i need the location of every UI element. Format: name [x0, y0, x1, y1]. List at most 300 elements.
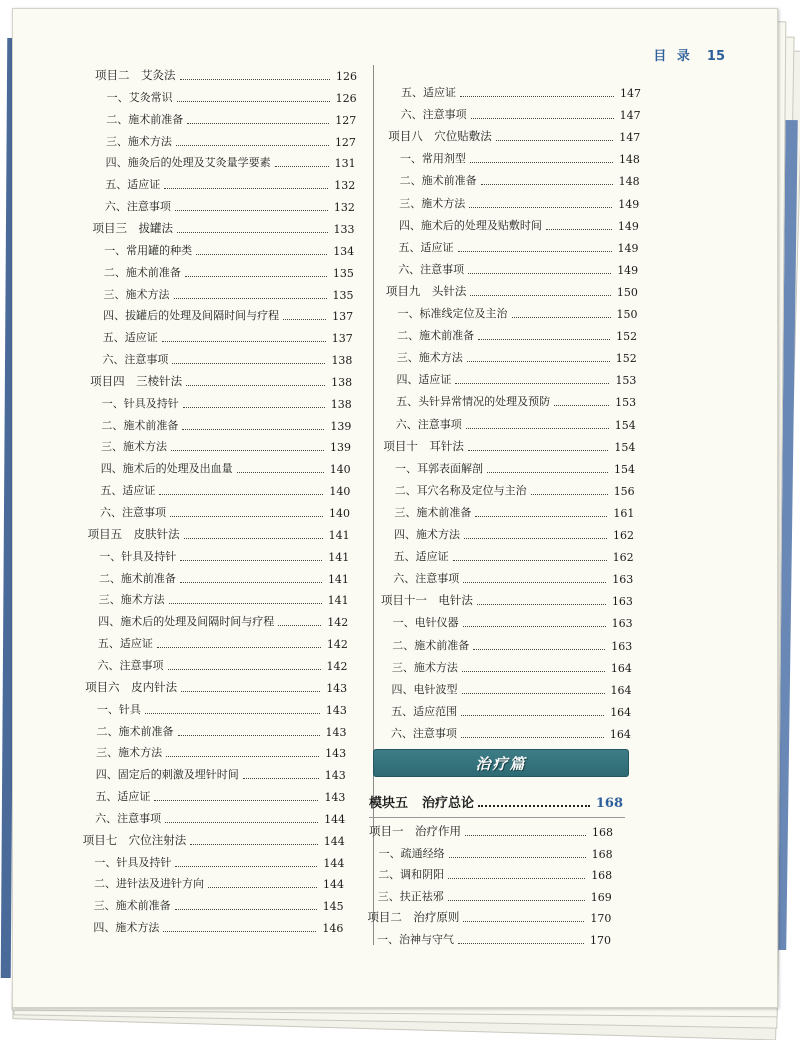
dot-leader — [462, 693, 605, 694]
dot-leader — [180, 582, 322, 583]
toc-entry-page: 161 — [613, 506, 635, 520]
toc-entry-title: 项目一 治疗作用 — [369, 824, 461, 838]
toc-entry-page: 135 — [332, 266, 354, 280]
toc-entry-title: 六、注意事项 — [400, 108, 467, 122]
column-divider — [373, 65, 374, 945]
toc-entry[interactable] — [106, 131, 356, 149]
toc-entry-title: 一、针具及持针 — [101, 396, 179, 410]
module-label: 模块五 — [369, 796, 409, 811]
toc-entry-page: 144 — [323, 878, 345, 892]
toc-entry-title: 五、适应证 — [393, 550, 449, 564]
toc-entry-title: 六、注意事项 — [95, 811, 162, 825]
dot-leader — [275, 166, 329, 167]
toc-project-entry[interactable] — [388, 126, 640, 144]
dot-leader — [466, 428, 609, 429]
toc-entry-title: 一、针具 — [96, 702, 141, 716]
toc-entry-title: 六、注意事项 — [104, 200, 171, 214]
toc-entry-title: 四、施术方法 — [93, 921, 160, 935]
module-title: 治疗总论 — [422, 796, 475, 811]
dot-leader — [182, 429, 324, 430]
dot-leader — [448, 878, 585, 879]
toc-entry-page: 132 — [333, 201, 355, 215]
toc-entry-title: 五、适应证 — [100, 484, 156, 498]
toc-entry-page: 152 — [616, 330, 638, 344]
toc-entry-page: 141 — [327, 572, 349, 586]
toc-entry-title: 五、适应证 — [105, 178, 161, 192]
toc-entry[interactable] — [102, 393, 352, 411]
toc-entry-page: 149 — [618, 197, 640, 211]
dot-leader — [473, 649, 605, 650]
dot-leader — [455, 383, 609, 384]
toc-entry[interactable] — [95, 808, 345, 826]
toc-entry[interactable] — [99, 546, 349, 564]
dot-leader — [468, 450, 609, 451]
toc-entry[interactable] — [396, 414, 636, 432]
toc-entry-title: 六、注意事项 — [395, 417, 462, 431]
dot-leader — [177, 232, 328, 233]
toc-entry-page: 134 — [333, 244, 355, 258]
toc-entry-page: 150 — [616, 308, 638, 321]
toc-entry-title: 一、治神与守气 — [377, 933, 454, 946]
toc-entry-page: 135 — [332, 288, 354, 302]
toc-entry[interactable] — [377, 929, 611, 947]
dot-leader — [164, 188, 328, 189]
dot-leader — [467, 361, 610, 362]
toc-entry[interactable] — [94, 873, 344, 891]
toc-entry-title: 二、施术前准备 — [103, 265, 181, 279]
dot-leader — [159, 494, 323, 495]
toc-entry-title: 三、施术方法 — [399, 196, 466, 210]
toc-entry-page: 143 — [325, 725, 347, 739]
toc-entry-title: 五、适应证 — [102, 331, 158, 345]
toc-entry[interactable] — [398, 259, 638, 277]
toc-entry-title: 四、施灸后的处理及艾灸量学要素 — [105, 156, 271, 170]
toc-entry[interactable] — [99, 589, 349, 607]
dot-leader — [171, 450, 324, 451]
toc-entry[interactable] — [401, 82, 641, 100]
toc-entry[interactable] — [394, 502, 634, 520]
toc-entry[interactable] — [395, 480, 635, 498]
toc-project-entry[interactable] — [93, 218, 355, 236]
dot-leader — [243, 778, 319, 779]
dot-leader — [176, 145, 329, 146]
toc-entry[interactable] — [393, 568, 633, 586]
toc-entry-page: 164 — [610, 683, 632, 697]
toc-entry-title: 六、注意事项 — [97, 658, 164, 672]
toc-project-entry[interactable] — [85, 677, 347, 695]
dot-leader — [481, 184, 613, 185]
module-page: 168 — [595, 796, 623, 811]
toc-entry-page: 148 — [618, 153, 640, 167]
dot-leader — [180, 560, 322, 561]
toc-entry-title: 项目十一 电针法 — [380, 593, 473, 608]
toc-entry-page: 149 — [617, 241, 639, 255]
toc-entry[interactable] — [96, 764, 346, 782]
dot-leader — [470, 295, 611, 296]
toc-entry-title: 三、施术方法 — [103, 287, 170, 301]
toc-entry-title: 五、适应证 — [401, 86, 456, 99]
dot-leader — [278, 625, 321, 626]
dot-leader — [208, 887, 317, 888]
toc-project-entry[interactable] — [367, 907, 611, 925]
toc-entry-page: 148 — [618, 175, 640, 189]
toc-entry-page: 163 — [611, 617, 633, 631]
toc-entry-page: 138 — [331, 354, 353, 368]
toc-entry-title: 四、施术后的处理及间隔时间与疗程 — [98, 615, 275, 629]
toc-entry-page: 153 — [615, 374, 637, 388]
dot-leader — [496, 140, 614, 141]
toc-entry-page: 143 — [326, 681, 348, 695]
dot-leader — [449, 857, 586, 858]
toc-entry-title: 一、疏通经络 — [378, 846, 445, 860]
toc-entry[interactable] — [378, 886, 612, 904]
toc-entry-title: 六、注意事项 — [393, 572, 460, 586]
toc-entry[interactable] — [392, 679, 632, 697]
dot-leader — [196, 254, 327, 255]
toc-entry[interactable] — [401, 104, 641, 122]
toc-entry-page: 162 — [613, 529, 634, 542]
toc-entry-title: 四、拔罐后的处理及间隔时间与疗程 — [103, 309, 280, 323]
toc-entry-page: 127 — [335, 113, 357, 127]
toc-entry[interactable] — [106, 109, 356, 127]
toc-entry-title: 五、适应范围 — [391, 704, 458, 718]
toc-entry-title: 三、施术方法 — [101, 440, 168, 454]
toc-entry-page: 147 — [619, 109, 641, 123]
toc-entry-page: 154 — [614, 418, 636, 432]
dot-leader — [458, 251, 612, 252]
dot-leader — [478, 805, 590, 807]
toc-entry-page: 126 — [336, 70, 357, 83]
toc-entry-title: 五、适应证 — [398, 240, 454, 254]
toc-entry-page: 153 — [615, 396, 637, 410]
toc-entry-title: 二、调和阴阳 — [378, 868, 445, 882]
dot-leader — [468, 273, 611, 274]
toc-entry-page: 140 — [329, 485, 351, 499]
dot-leader — [469, 207, 612, 208]
dot-leader — [461, 737, 604, 738]
dot-leader — [183, 407, 325, 408]
toc-entry[interactable] — [392, 635, 632, 653]
toc-entry-page: 162 — [612, 551, 634, 565]
toc-entry-page: 168 — [591, 847, 613, 861]
toc-entry-page: 143 — [325, 703, 347, 717]
dot-leader — [187, 123, 329, 124]
dot-leader — [175, 866, 317, 867]
dot-leader — [172, 363, 325, 364]
toc-entry[interactable] — [97, 721, 347, 739]
toc-entry[interactable] — [106, 152, 356, 170]
dot-leader — [477, 604, 606, 605]
toc-entry-title: 四、施术后的处理及出血量 — [100, 462, 233, 476]
toc-entry-title: 六、注意事项 — [100, 506, 166, 519]
running-header — [653, 45, 725, 64]
toc-entry-page: 164 — [610, 661, 632, 675]
toc-entry[interactable] — [399, 215, 639, 233]
toc-entry-title: 项目六 皮内针法 — [85, 679, 178, 694]
toc-entry-page: 139 — [330, 441, 352, 455]
toc-entry[interactable] — [396, 369, 636, 387]
toc-entry-title: 四、固定后的刺激及埋针时间 — [95, 768, 239, 782]
dot-leader — [478, 339, 610, 340]
toc-entry[interactable] — [104, 284, 354, 302]
toc-entry-title: 一、耳郭表面解剖 — [395, 461, 484, 475]
toc-entry-title: 三、施术方法 — [96, 746, 163, 760]
dot-leader — [487, 472, 608, 473]
toc-entry[interactable] — [100, 480, 350, 498]
toc-entry[interactable] — [97, 699, 347, 717]
toc-entry-title: 四、适应证 — [396, 373, 452, 387]
section-banner-label: 治疗篇 — [475, 754, 527, 773]
dot-leader — [184, 538, 323, 539]
dot-leader — [180, 79, 331, 80]
toc-entry-title: 项目二 治疗原则 — [367, 910, 460, 925]
toc-entry-page: 142 — [326, 638, 348, 652]
dot-leader — [460, 96, 614, 97]
toc-entry-title: 项目三 拔罐法 — [92, 220, 174, 235]
dot-leader — [174, 298, 327, 299]
toc-entry[interactable] — [378, 864, 612, 882]
toc-entry-title: 项目五 皮肤针法 — [87, 526, 180, 541]
toc-entry[interactable] — [104, 240, 354, 258]
toc-entry-title: 一、针具及持针 — [99, 549, 177, 563]
toc-entry[interactable] — [94, 895, 344, 913]
toc-entry-page: 164 — [609, 727, 631, 741]
toc-entry-title: 三、施术方法 — [396, 351, 463, 365]
dot-leader — [181, 691, 320, 692]
toc-entry-title: 项目八 穴位贴敷法 — [388, 129, 492, 144]
toc-entry[interactable] — [394, 546, 634, 564]
toc-entry-page: 142 — [327, 616, 349, 630]
toc-entry-title: 一、艾灸常识 — [106, 90, 173, 104]
toc-entry-page: 138 — [330, 397, 352, 411]
toc-entry-title: 四、施术后的处理及贴敷时间 — [398, 218, 542, 232]
toc-entry-page: 143 — [324, 769, 346, 783]
toc-entry-title: 三、施术方法 — [98, 593, 165, 607]
toc-entry[interactable] — [100, 502, 350, 520]
toc-entry-page: 131 — [334, 157, 356, 171]
dot-leader — [175, 210, 328, 211]
dot-leader — [154, 800, 318, 801]
toc-entry-title: 二、施术前准备 — [399, 174, 477, 188]
toc-entry-page: 141 — [328, 550, 350, 564]
toc-entry-page: 149 — [617, 263, 639, 277]
toc-entry-title: 一、电针仪器 — [392, 616, 459, 630]
dot-leader — [186, 385, 325, 386]
dot-leader — [546, 229, 612, 230]
toc-entry-page: 143 — [325, 747, 347, 761]
toc-entry-title: 五、适应证 — [97, 637, 153, 651]
toc-entry[interactable] — [101, 415, 351, 433]
toc-entry-title: 二、施术前准备 — [392, 638, 470, 652]
toc-entry-page: 145 — [322, 900, 344, 914]
toc-entry[interactable] — [397, 347, 637, 365]
toc-entry-page: 149 — [617, 219, 639, 233]
section-banner — [373, 749, 629, 777]
toc-entry-title: 项目九 头针法 — [385, 283, 467, 298]
dot-leader — [463, 582, 606, 583]
toc-entry[interactable] — [393, 612, 633, 630]
dot-leader — [448, 900, 585, 901]
toc-entry[interactable] — [101, 458, 351, 476]
dot-leader — [169, 603, 322, 604]
dot-leader — [190, 844, 318, 845]
dot-leader — [463, 921, 584, 922]
dot-leader — [237, 472, 324, 473]
toc-entry[interactable] — [392, 657, 632, 675]
toc-entry[interactable] — [399, 237, 639, 255]
toc-entry[interactable] — [103, 327, 353, 345]
toc-entry-title: 二、施术前准备 — [106, 112, 184, 126]
toc-entry-page: 144 — [323, 856, 345, 870]
toc-entry[interactable] — [96, 742, 346, 760]
toc-entry-page: 143 — [324, 791, 346, 805]
dot-leader — [168, 669, 321, 670]
toc-entry-page: 147 — [620, 87, 641, 100]
toc-entry-title: 四、电针波型 — [391, 682, 458, 696]
dot-leader — [475, 516, 607, 517]
dot-leader — [162, 341, 326, 342]
dot-leader — [165, 822, 318, 823]
toc-project-entry[interactable] — [369, 821, 613, 839]
toc-entry[interactable] — [98, 655, 348, 673]
dot-leader — [157, 647, 321, 648]
toc-entry-page: 140 — [329, 463, 351, 477]
dot-leader — [461, 715, 604, 716]
toc-entry-page: 154 — [614, 440, 636, 454]
dot-leader — [178, 735, 320, 736]
toc-entry-title: 二、施术前准备 — [397, 329, 475, 343]
dot-leader — [458, 943, 584, 944]
toc-entry-page: 142 — [326, 659, 348, 673]
toc-entry-title: 二、施术前准备 — [101, 418, 179, 432]
toc-entry-page: 163 — [612, 573, 634, 587]
toc-entry[interactable] — [93, 917, 343, 935]
toc-project-entry[interactable] — [88, 524, 350, 542]
toc-entry-title: 二、施术前准备 — [96, 724, 174, 738]
dot-leader — [283, 319, 326, 320]
module-heading[interactable] — [369, 792, 623, 811]
dot-leader — [166, 756, 319, 757]
toc-entry-page: 137 — [332, 310, 354, 324]
toc-entry-title: 三、扶正祛邪 — [377, 889, 444, 903]
toc-entry-page: 133 — [333, 222, 355, 236]
toc-entry[interactable] — [399, 193, 639, 211]
toc-entry[interactable] — [99, 568, 349, 586]
header-page-number: 15 — [706, 49, 725, 64]
toc-entry-page: 137 — [331, 332, 353, 346]
toc-entry[interactable] — [104, 262, 354, 280]
toc-entry-page: 156 — [613, 484, 635, 498]
toc-entry-title: 一、常用剂型 — [399, 152, 466, 166]
toc-entry-title: 五、适应证 — [95, 790, 151, 804]
toc-entry-page: 144 — [324, 812, 346, 826]
toc-project-entry[interactable] — [83, 830, 345, 848]
toc-entry[interactable] — [394, 524, 634, 542]
toc-entry[interactable] — [395, 458, 635, 476]
toc-entry[interactable] — [103, 305, 353, 323]
dot-leader — [463, 626, 606, 627]
toc-entry-title: 项目二 艾灸法 — [95, 68, 176, 82]
toc-entry-title: 三、施术方法 — [105, 134, 172, 148]
toc-entry-page: 138 — [331, 375, 353, 389]
toc-entry-page: 141 — [327, 594, 349, 608]
toc-entry-page: 152 — [615, 352, 637, 366]
toc-project-entry[interactable] — [386, 281, 638, 299]
toc-entry-title: 二、进针法及进针方向 — [94, 877, 205, 891]
toc-entry-page: 170 — [590, 934, 611, 947]
toc-entry-title: 项目四 三棱针法 — [90, 373, 183, 388]
toc-project-entry[interactable] — [90, 371, 352, 389]
toc-entry-title: 六、注意事项 — [102, 353, 169, 367]
toc-entry-page: 141 — [328, 528, 350, 542]
module-rule — [369, 817, 625, 818]
toc-entry-page: 164 — [610, 705, 632, 719]
toc-entry[interactable] — [95, 786, 345, 804]
toc-entry[interactable] — [98, 633, 348, 651]
toc-entry-page: 150 — [616, 285, 638, 299]
toc-entry[interactable] — [105, 196, 355, 214]
dot-leader — [531, 494, 608, 495]
toc-entry-page: 132 — [334, 179, 356, 193]
toc-entry-page: 168 — [592, 826, 613, 839]
toc-entry[interactable] — [101, 436, 351, 454]
toc-entry[interactable] — [396, 391, 636, 409]
toc-entry[interactable] — [107, 87, 357, 105]
toc-entry-title: 一、常用罐的种类 — [104, 243, 193, 257]
toc-entry-title: 四、施术方法 — [394, 528, 460, 541]
toc-entry-page: 163 — [611, 639, 633, 653]
toc-project-entry[interactable] — [381, 590, 633, 608]
toc-entry[interactable] — [94, 852, 344, 870]
dot-leader — [175, 909, 317, 910]
toc-entry-page: 147 — [619, 131, 641, 145]
toc-entry[interactable] — [102, 349, 352, 367]
header-title: 目 录 — [653, 49, 693, 64]
toc-entry[interactable] — [400, 170, 640, 188]
dot-leader — [471, 118, 614, 119]
toc-entry-title: 一、针具及持针 — [94, 855, 172, 869]
dot-leader — [145, 713, 320, 714]
dot-leader — [465, 835, 586, 836]
toc-project-entry[interactable] — [383, 436, 635, 454]
toc-entry[interactable] — [98, 611, 348, 629]
dot-leader — [554, 405, 609, 406]
dot-leader — [185, 276, 327, 277]
toc-entry[interactable] — [398, 303, 638, 321]
dot-leader — [170, 516, 323, 517]
toc-entry-title: 三、施术前准备 — [93, 899, 171, 913]
toc-entry[interactable] — [400, 148, 640, 166]
dot-leader — [512, 317, 611, 318]
toc-entry[interactable] — [379, 843, 613, 861]
toc-entry[interactable] — [391, 723, 631, 741]
toc-entry[interactable] — [105, 174, 355, 192]
toc-entry-title: 三、施术前准备 — [394, 505, 472, 519]
toc-entry[interactable] — [391, 701, 631, 719]
dot-leader — [163, 931, 316, 932]
toc-entry-page: 144 — [323, 834, 345, 848]
toc-entry[interactable] — [397, 325, 637, 343]
toc-page — [12, 8, 778, 1008]
dot-leader — [464, 538, 607, 539]
toc-project-entry[interactable] — [95, 65, 357, 83]
toc-entry-title: 六、注意事项 — [390, 726, 457, 740]
toc-entry-page: 170 — [590, 912, 612, 926]
toc-entry-title: 六、注意事项 — [398, 262, 465, 276]
toc-entry-page: 163 — [611, 595, 633, 609]
toc-entry-page: 169 — [590, 890, 612, 904]
toc-entry-title: 三、施术方法 — [391, 660, 458, 674]
